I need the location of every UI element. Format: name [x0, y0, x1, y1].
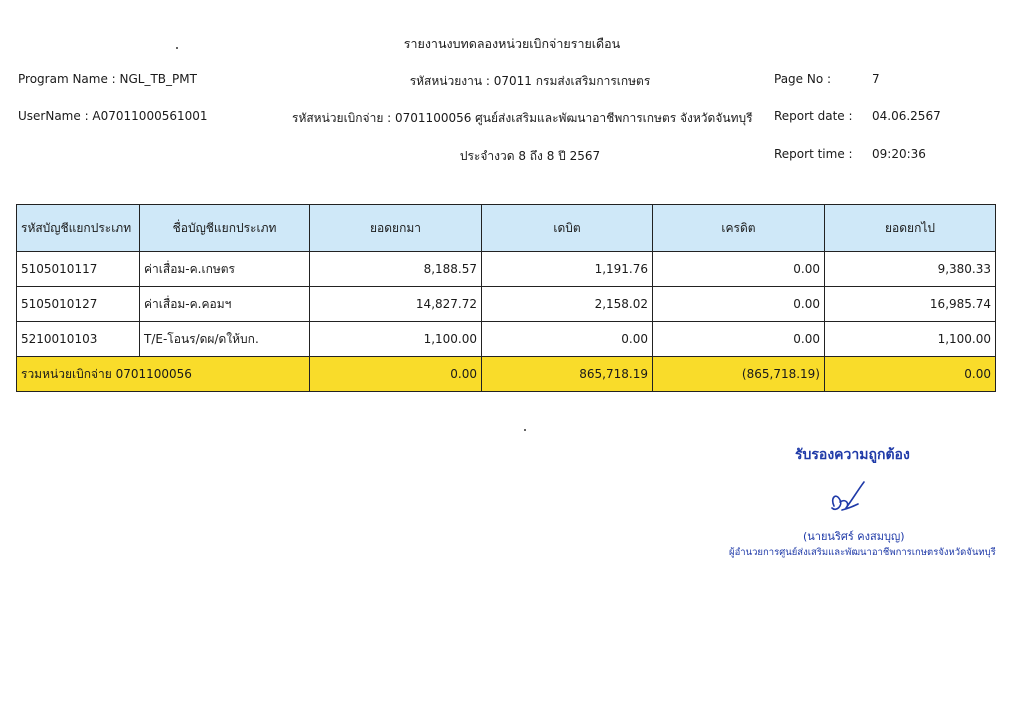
account-code: 5105010117 — [17, 252, 140, 287]
agency-line: รหัสหน่วยงาน : 07011 กรมส่งเสริมการเกษตร — [409, 74, 651, 88]
account-code: 5105010127 — [17, 287, 140, 322]
account-name: ค่าเสื่อม-ค.คอมฯ — [140, 287, 310, 322]
account-name: T/E-โอนร/ดผ/ดให้บก. — [140, 322, 310, 357]
total-credit: (865,718.19) — [653, 357, 825, 392]
certification-heading: รับรองความถูกต้อง — [795, 447, 910, 463]
total-label: รวมหน่วยเบิกจ่าย 0701100056 — [17, 357, 310, 392]
closing-balance: 1,100.00 — [825, 322, 996, 357]
total-debit: 865,718.19 — [482, 357, 653, 392]
trial-balance-table — [16, 204, 996, 392]
opening-balance: 8,188.57 — [310, 252, 482, 287]
report-time-label: Report time : — [774, 147, 853, 161]
page-number-label: Page No : — [774, 72, 832, 86]
total-row — [17, 357, 996, 392]
account-name: ค่าเสื่อม-ค.เกษตร — [140, 252, 310, 287]
total-closing-balance: 0.00 — [825, 357, 996, 392]
closing-balance: 9,380.33 — [825, 252, 996, 287]
credit-amount: 0.00 — [653, 252, 825, 287]
table-row — [17, 287, 996, 322]
signer-name: (นายนริศร์ คงสมบุญ) — [803, 530, 905, 543]
col-header-debit: เดบิต — [482, 205, 653, 252]
program-name: Program Name : NGL_TB_PMT — [18, 72, 197, 86]
total-opening-balance: 0.00 — [310, 357, 482, 392]
debit-amount: 2,158.02 — [482, 287, 653, 322]
report-date-value: 04.06.2567 — [872, 109, 941, 123]
debit-amount: 0.00 — [482, 322, 653, 357]
period-line: ประจำงวด 8 ถึง 8 ปี 2567 — [459, 149, 601, 163]
table-row — [17, 322, 996, 357]
col-header-opening-balance: ยอดยกมา — [310, 205, 482, 252]
opening-balance: 14,827.72 — [310, 287, 482, 322]
col-header-credit: เครดิต — [653, 205, 825, 252]
scan-speck — [524, 429, 526, 431]
closing-balance: 16,985.74 — [825, 287, 996, 322]
col-header-account-code: รหัสบัญชีแยกประเภท — [17, 205, 140, 252]
credit-amount: 0.00 — [653, 287, 825, 322]
report-time-value: 09:20:36 — [872, 147, 926, 161]
user-name: UserName : A07011000561001 — [18, 109, 208, 123]
credit-amount: 0.00 — [653, 322, 825, 357]
scan-speck — [176, 47, 178, 49]
table-row — [17, 252, 996, 287]
col-header-closing-balance: ยอดยกไป — [825, 205, 996, 252]
col-header-account-name: ชื่อบัญชีแยกประเภท — [140, 205, 310, 252]
table-header-row — [17, 205, 996, 252]
account-code: 5210010103 — [17, 322, 140, 357]
report-title: รายงานงบทดลองหน่วยเบิกจ่ายรายเดือน — [403, 36, 621, 51]
report-date-label: Report date : — [774, 109, 853, 123]
disbursing-unit-line: รหัสหน่วยเบิกจ่าย : 0701100056 ศูนย์ส่งเสริมและพัฒนาอาชีพการเกษตร จังหวัดจันทบุรี — [292, 111, 753, 125]
handwritten-signature — [820, 478, 868, 520]
debit-amount: 1,191.76 — [482, 252, 653, 287]
page-number-value: 7 — [872, 72, 880, 86]
opening-balance: 1,100.00 — [310, 322, 482, 357]
signer-position: ผู้อำนวยการศูนย์ส่งเสริมและพัฒนาอาชีพการเกษตรจังหวัดจันทบุรี — [729, 547, 996, 558]
